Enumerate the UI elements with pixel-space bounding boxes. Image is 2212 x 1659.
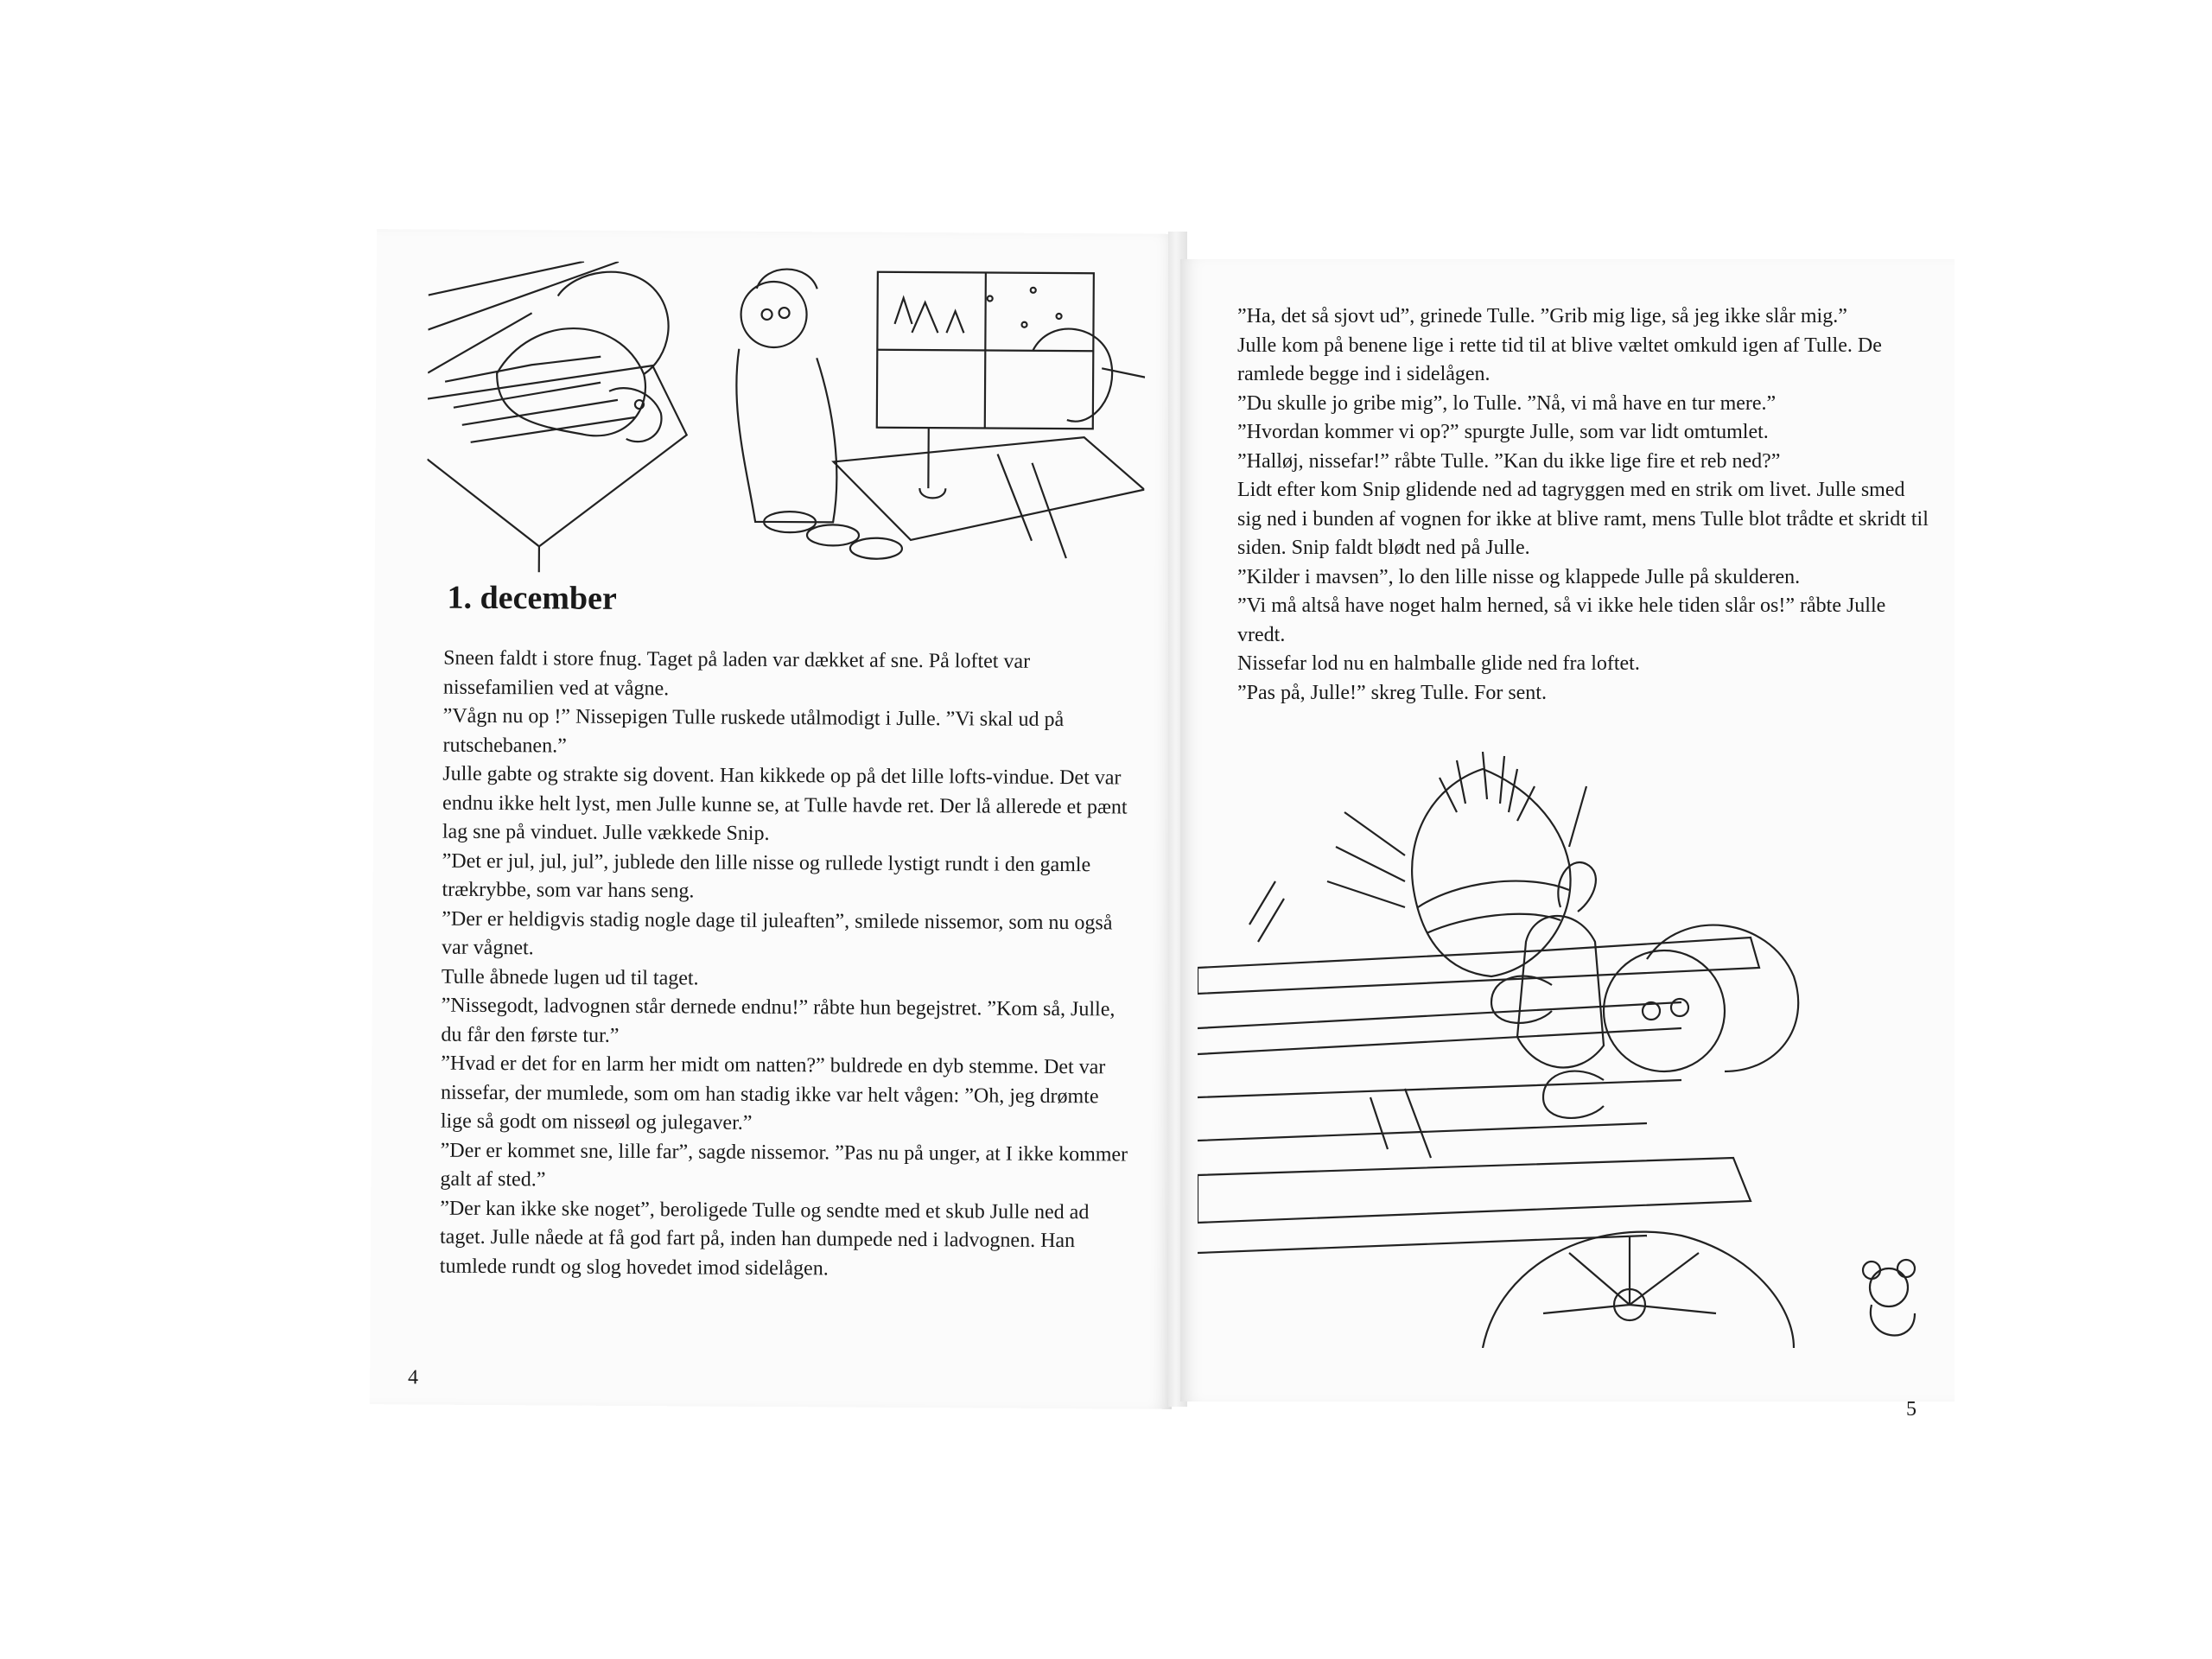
- paragraph: ”Kilder i mavsen”, lo den lille nisse og klappede Julle på skulderen.: [1237, 565, 1801, 588]
- right-page: [1180, 259, 1955, 1421]
- paragraph: ”Ha, det så sjovt ud”, grinede Tulle. ”Grib mig lige, så jeg ikke slår mig.”: [1237, 305, 1847, 327]
- paragraph: Julle gabte og strakte sig dovent. Han kikkede op på det lille lofts-vindue. Det var endnu ikke helt lyst, men Julle kunne se, at Tulle havde ret. Der lå allerede et pænt lag sne på vinduet. Julle vækkede Snip.: [442, 762, 1128, 845]
- left-page-text: [440, 645, 1135, 1286]
- paragraph: Nissefar lod nu en halmballe glide ned fra loftet.: [1237, 652, 1640, 675]
- paragraph: ”Vi må altså have noget halm herned, så vi ikke hele tiden slår os!” råbte Julle vredt.: [1237, 594, 1886, 646]
- hay-wagon-illustration: [1198, 752, 1941, 1348]
- paragraph: Julle kom på benene lige i rette tid til at blive væltet omkuld igen af Tulle. De ramlede begge ind i sidelågen.: [1237, 334, 1882, 385]
- right-page-text: [1237, 302, 1929, 708]
- paragraph: ”Hvordan kommer vi op?” spurgte Julle, som var lidt omtumlet.: [1237, 421, 1769, 443]
- paragraph: Tulle åbnede lugen ud til taget.: [441, 965, 699, 989]
- paragraph: ”Hvad er det for en larm her midt om natten?” buldrede en dyb stemme. Det var nissefar, der mumlede, som om han stadig ikke var helt vågen: ”Oh, jeg drømte lige så godt om nisseøl og julegaver.”: [440, 1052, 1106, 1135]
- left-page: [370, 229, 1179, 1409]
- loft-illustration: [427, 261, 1146, 576]
- paragraph: ”Der kan ikke ske noget”, beroligede Tulle og sendte med et skub Julle ned ad taget. Julle nåede at få god fart på, inden han dumpede ned i ladvognen. Han tumlede rundt og slog hovedet imod sidelågen.: [439, 1197, 1090, 1280]
- paragraph: Sneen faldt i store fnug. Taget på laden var dækket af sne. På loftet var nissefamilien ved at vågne.: [442, 646, 1031, 700]
- chapter-heading: 1. december: [447, 579, 617, 617]
- paragraph: ”Vågn nu op !” Nissepigen Tulle ruskede utålmodigt i Julle. ”Vi skal ud på rutschebanen.”: [442, 704, 1065, 758]
- paragraph: ”Pas på, Julle!” skreg Tulle. For sent.: [1237, 681, 1547, 704]
- paragraph: ”Halløj, nissefar!” råbte Tulle. ”Kan du ikke lige fire et reb ned?”: [1237, 449, 1781, 473]
- paragraph: ”Det er jul, jul, jul”, jublede den lille nisse og rullede lystigt rundt i den gamle trækrybbe, som var hans seng.: [442, 849, 1091, 903]
- page-number: 5: [1906, 1398, 1916, 1421]
- paragraph: ”Du skulle jo gribe mig”, lo Tulle. ”Nå, vi må have en tur mere.”: [1237, 391, 1777, 415]
- paragraph: ”Der er heldigvis stadig nogle dage til juleaften”, smilede nissemor, som nu også var vågnet.: [442, 907, 1113, 960]
- paragraph: ”Nissegodt, ladvognen står dernede endnu!” råbte hun begejstret. ”Kom så, Julle, du får den første tur.”: [441, 994, 1116, 1047]
- page-number: 4: [407, 1366, 419, 1389]
- paragraph: ”Der er kommet sne, lille far”, sagde nissemor. ”Pas nu på unger, at I ikke kommer galt af sted.”: [440, 1139, 1128, 1192]
- paragraph: Lidt efter kom Snip glidende ned ad tagryggen med en strik om livet. Julle smed sig ned i bunden af vognen for ikke at blive ramt, mens Tulle blot trådte et skridt til siden. Snip faldt blødt ned på Julle.: [1237, 479, 1929, 559]
- book-spread: [373, 232, 1955, 1421]
